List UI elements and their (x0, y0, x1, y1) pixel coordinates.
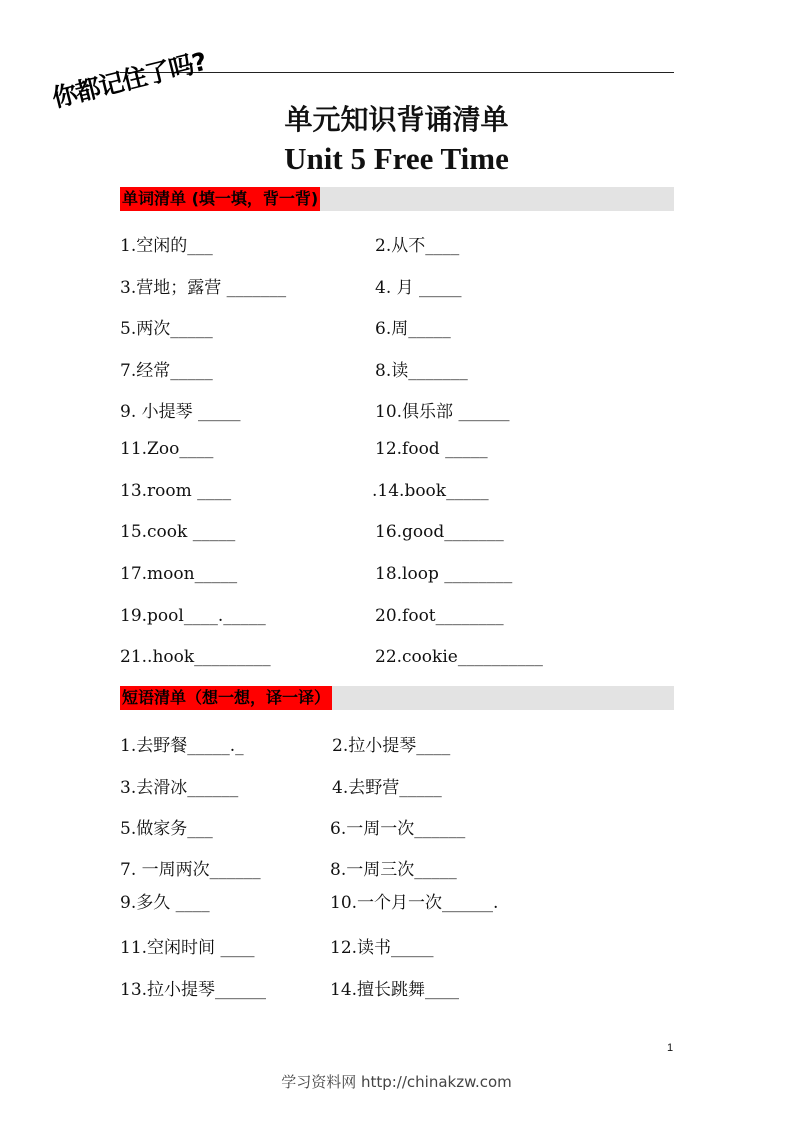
word-item: 15.cook _____ (120, 522, 236, 542)
word-item: 1.空闲的___ (120, 236, 213, 256)
word-item: 11.Zoo____ (120, 439, 214, 459)
words-section-header (120, 187, 674, 211)
phrase-item: 8.一周三次_____ (330, 860, 457, 880)
footer-watermark: 学习资料网 http://chinakzw.com (281, 1073, 512, 1091)
word-item: 12.food _____ (375, 439, 488, 459)
word-item: 8.读_______ (375, 361, 468, 381)
word-item: .14.book_____ (372, 481, 489, 501)
phrase-item: 14.擅长跳舞____ (330, 980, 460, 1000)
word-item: 17.moon_____ (120, 564, 238, 584)
word-item: 10.俱乐部 ______ (375, 402, 510, 422)
word-item: 22.cookie__________ (375, 647, 543, 667)
word-item: 2.从不____ (375, 236, 460, 256)
word-item: 19.pool____._____ (120, 606, 266, 626)
phrase-item: 6.一周一次______ (330, 819, 466, 839)
phrase-item: 7. 一周两次______ (120, 860, 261, 880)
word-item: 20.foot________ (375, 606, 504, 626)
phrase-item: 2.拉小提琴____ (332, 736, 451, 756)
page-title: 单元知识背诵清单 (284, 103, 509, 136)
phrase-item: 10.一个月一次______. (330, 893, 499, 913)
phrase-item: 13.拉小提琴______ (120, 980, 267, 1000)
phrase-item: 5.做家务___ (120, 819, 213, 839)
word-item: 4. 月 _____ (375, 278, 462, 298)
phrases-section-header (120, 686, 674, 710)
phrase-item: 1.去野餐_____._ (120, 736, 244, 756)
banner-slogan: 你都记住了吗? (49, 46, 210, 113)
word-item: 18.loop ________ (375, 564, 513, 584)
unit-title: Unit 5 Free Time (284, 141, 509, 176)
word-item: 5.两次_____ (120, 319, 213, 339)
word-item: 9. 小提琴 _____ (120, 402, 241, 422)
phrase-item: 11.空闲时间 ____ (120, 938, 255, 958)
word-item: 13.room ____ (120, 481, 232, 501)
phrase-item: 3.去滑冰______ (120, 778, 239, 798)
phrase-item: 4.去野营_____ (332, 778, 442, 798)
word-item: 6.周_____ (375, 319, 451, 339)
phrases-section-label: 短语清单（想一想，译一译） (120, 686, 332, 710)
word-item: 3.营地；露营 _______ (120, 278, 287, 298)
words-section-label: 单词清单 (填一填，背一背) (120, 187, 320, 211)
word-item: 21..hook_________ (120, 647, 271, 667)
phrase-item: 9.多久 ____ (120, 893, 210, 913)
word-item: 7.经常_____ (120, 361, 213, 381)
word-item: 16.good_______ (375, 522, 504, 542)
phrase-item: 12.读书_____ (330, 938, 434, 958)
page-number: 1 (667, 1042, 674, 1054)
